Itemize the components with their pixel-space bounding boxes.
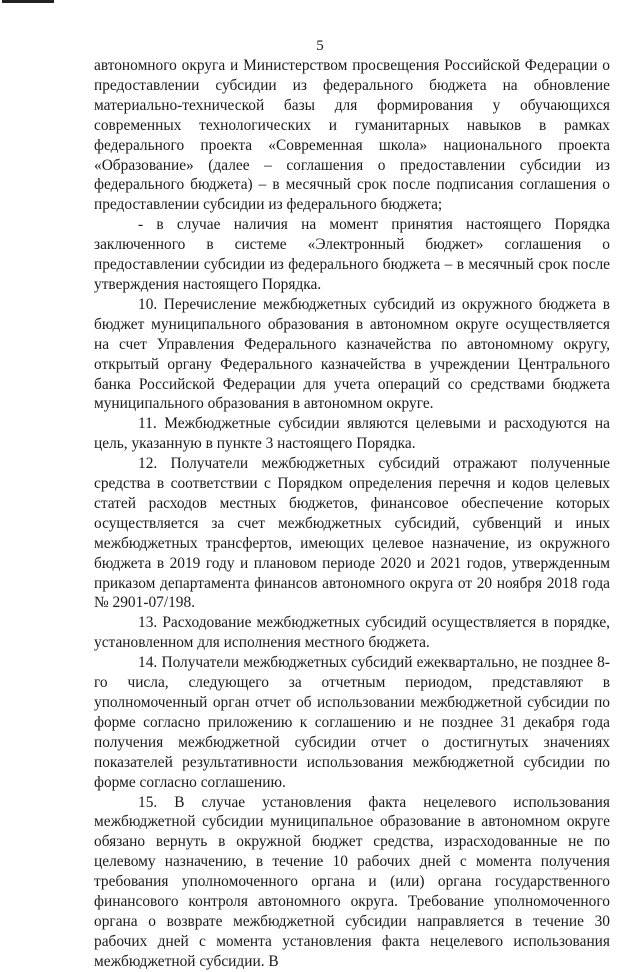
paragraph-electronic-budget: - в случае наличия на момент принятия настоящего Порядка заключенного в системе «Электронный бюджет» соглашения о предоставлении субсидии из федерального бюджета – в месячный срок после утверждения настоящего Порядка. [94,216,610,293]
scan-corner-mark [2,0,54,3]
paragraph-10: 10. Перечисление межбюджетных субсидий из окружного бюджета в бюджет муниципального образования в автономном округе осуществляется на счет Управления Федерального казначейства по автономному округу, открытый органу Федерального казначейства в учреждении Центрального банка Российской Федерации для учета операций со средствами бюджета муниципального образования в автономном округе. [94,295,610,413]
paragraph-13: 13. Расходование межбюджетных субсидий осуществляется в порядке, установленном для исполнения местного бюджета. [94,614,610,652]
paragraph-14: 14. Получатели межбюджетных субсидий ежеквартально, не позднее 8-го числа, следующего за отчетным периодом, представляют в уполномоченный орган отчет об использовании межбюджетной субсидии по форме согласно приложению к соглашению и не позднее 31 декабря года получения межбюджетной субсидии отчет о достигнутых значениях показателей результативности использования межбюджетной субсидии по форме согласно соглашению. [94,654,610,791]
paragraph-15: 15. В случае установления факта нецелевого использования межбюджетной субсидии муниципальное образование в автономном округе обязано вернуть в окружной бюджет средства, израсходованные не по целевому назначению, в течение 10 рабочих дней с момента получения требования уполномоченного органа и (или) органа государственного финансового контроля автономного округа. Требование уполномоченного органа о возврате межбюджетной субсидии направляется в течение 30 рабочих дней с момента установления факта нецелевого использования межбюджетной субсидии. В [94,793,610,970]
page-number: 5 [316,38,324,54]
paragraph-12: 12. Получатели межбюджетных субсидий отражают полученные средства в соответствии с Порядком определения перечня и кодов целевых статей расходов местных бюджетов, финансовое обеспечение которых осуществляется за счет межбюджетных субсидий, субвенций и иных межбюджетных трансфертов, имеющих целевое назначение, из окружного бюджета в 2019 году и плановом периоде 2020 и 2021 годов, утвержденным приказом департамента финансов автономного округа от 20 ноября 2018 года № 2901-07/198. [94,455,610,612]
paragraph-11: 11. Межбюджетные субсидии являются целевыми и расходуются на цель, указанную в пункте 3 настоящего Порядка. [94,415,610,453]
document-body [94,56,610,972]
paragraph-continuation: автономного округа и Министерством просвещения Российской Федерации о предоставлении субсидии из федерального бюджета на обновление материально-технической базы для формирования у обучающихся современных технологических и гуманитарных навыков в рамках федерального проекта «Современная школа» национального проекта «Образование» (далее – соглашения о предоставлении субсидии из федерального бюджета) – в месячный срок после подписания соглашения о предоставлении субсидии из федерального бюджета; [94,57,610,214]
